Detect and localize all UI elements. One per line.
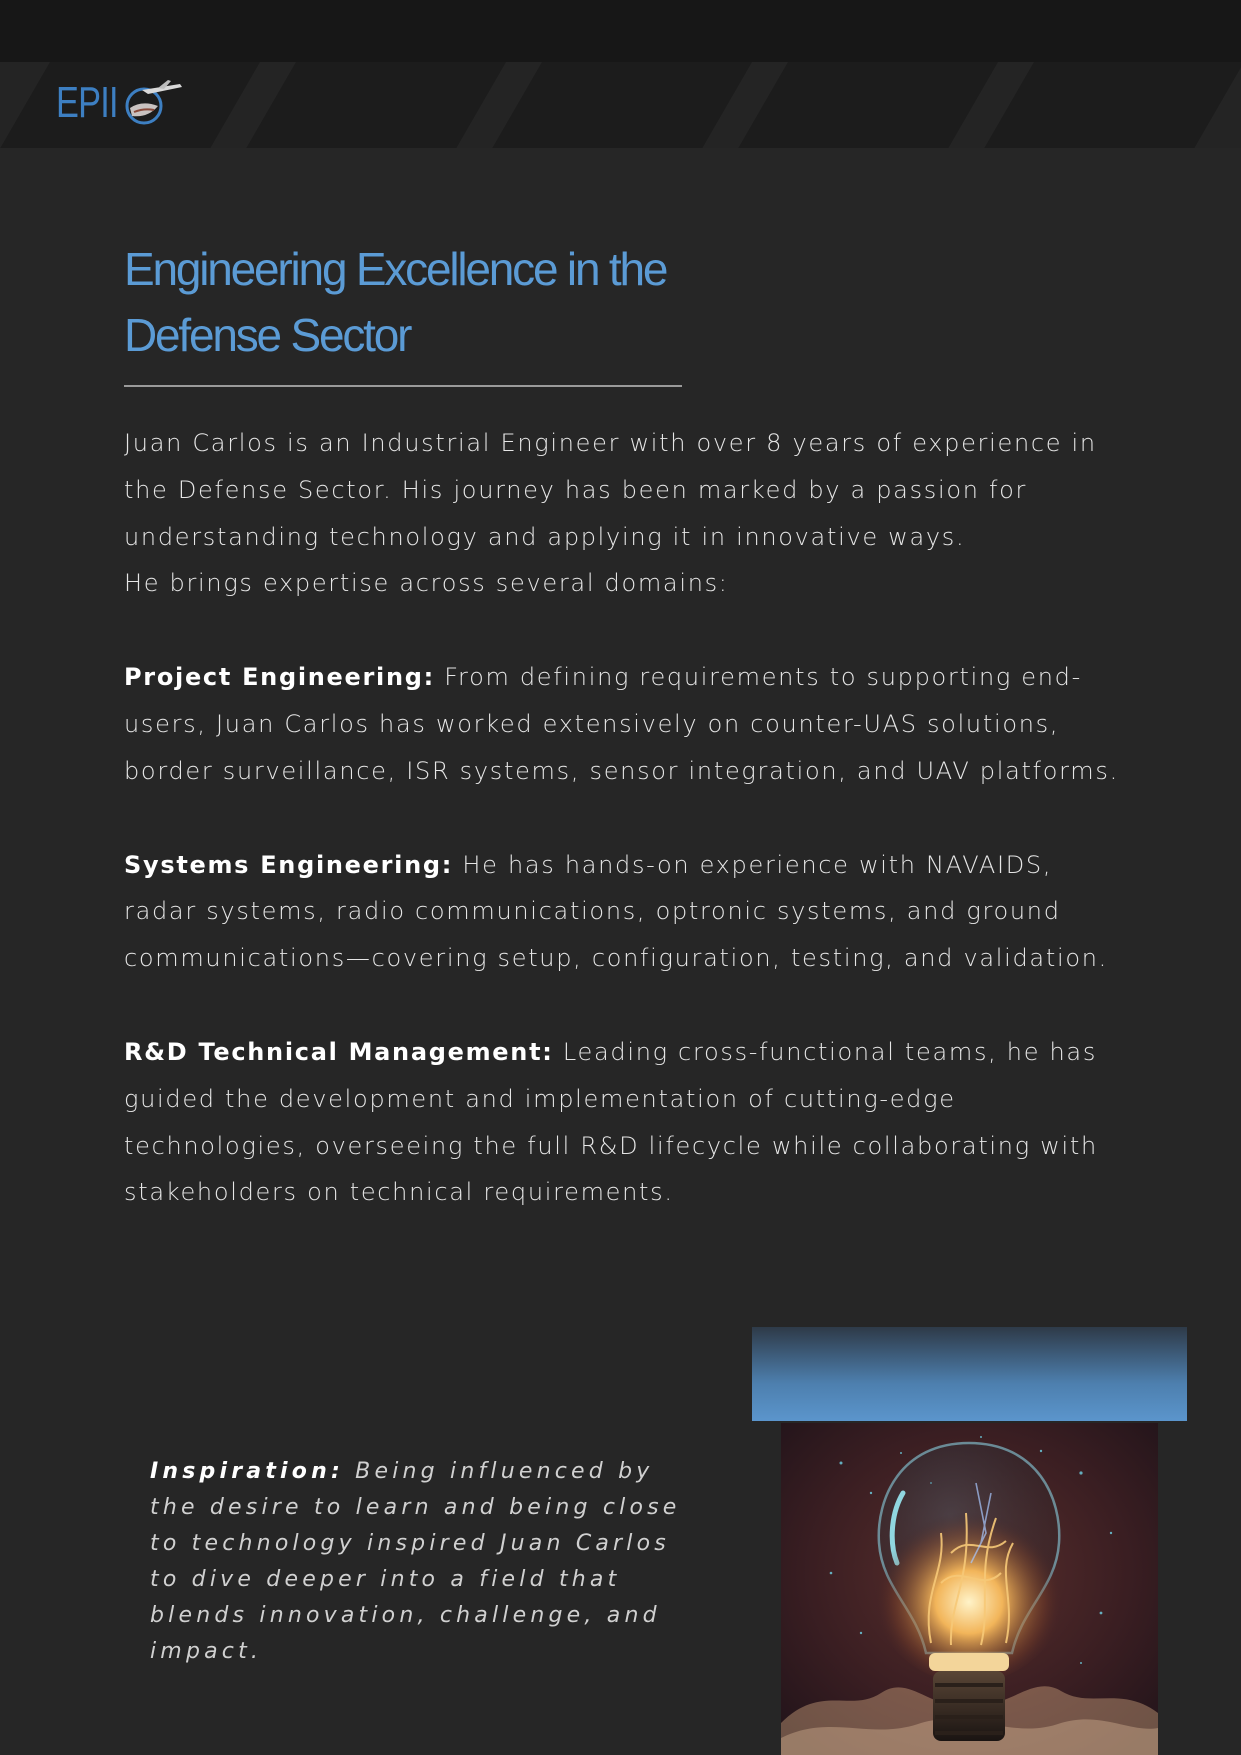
domain-text: From defining requirements to supporting end-users, Juan Carlos has worked extensively on counter-UAS solutions, border surveillance, ISR systems, sensor integration, and UAV platforms. <box>124 663 1119 785</box>
inspiration-quote <box>150 1454 690 1670</box>
domain-text: He has hands-on experience with NAVAIDS, radar systems, radio communications, optronic systems, and ground communications—covering setup, configuration, testing, and validation. <box>124 850 1108 973</box>
domain-project-engineering <box>124 654 1124 794</box>
body-text <box>124 420 1124 1216</box>
lightbulb-illustration <box>781 1423 1158 1755</box>
logo-aircraft-icon <box>122 78 184 128</box>
domain-label: Project Engineering: <box>124 663 435 692</box>
page-title: Engineering Excellence in the Defense Sector <box>124 243 667 361</box>
intro-paragraph: Juan Carlos is an Industrial Engineer with over 8 years of experience in the Defense Sector. His journey has been marked by a passion for understanding technology and applying it in innovative ways. <box>124 429 1097 551</box>
title-divider <box>124 385 682 387</box>
inspiration-label: Inspiration: <box>150 1459 344 1484</box>
domain-label: R&D Technical Management: <box>124 1037 554 1066</box>
top-bar <box>0 0 1241 62</box>
header-stripe-band <box>0 62 1241 148</box>
domain-systems-engineering <box>124 842 1124 982</box>
inspiration-text: Being influenced by the desire to learn and being close to technology inspired Juan Carlos to dive deeper into a field that blends innovation, challenge, and impact. <box>150 1459 681 1664</box>
domain-rd-management <box>124 1029 1124 1216</box>
domain-text: Leading cross-functional teams, he has guided the development and implementation of cutting-edge technologies, overseeing the full R&D lifecycle while collaborating with stakeholders on technical requirements. <box>124 1037 1098 1207</box>
domain-label: Systems Engineering: <box>124 850 454 879</box>
lightbulb-icon <box>781 1423 1158 1755</box>
logo <box>56 76 182 130</box>
image-accent-band <box>752 1327 1187 1421</box>
intro-lead: He brings expertise across several domains: <box>124 569 729 598</box>
logo-text: EPII <box>56 78 118 127</box>
